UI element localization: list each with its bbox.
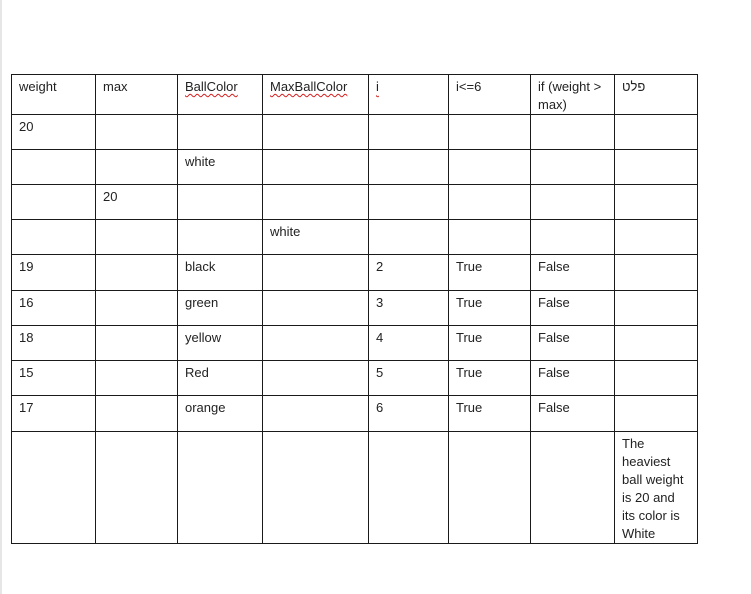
cell-max-ball-color[interactable] <box>263 291 369 326</box>
cell-ball-color[interactable]: black <box>178 255 263 291</box>
cell-i[interactable]: 4 <box>369 326 449 361</box>
cell-condition[interactable] <box>449 115 531 150</box>
cell-condition[interactable] <box>449 185 531 220</box>
table-row <box>12 291 698 326</box>
cell-i[interactable] <box>369 220 449 255</box>
table-row <box>12 396 698 432</box>
cell-max-ball-color[interactable] <box>263 150 369 185</box>
cell-condition[interactable]: True <box>449 291 531 326</box>
cell-if-check[interactable]: False <box>531 291 615 326</box>
cell-if-check[interactable] <box>531 185 615 220</box>
trace-table <box>11 74 698 544</box>
header-weight[interactable]: weight <box>12 75 96 115</box>
cell-i[interactable] <box>369 432 449 544</box>
table-row <box>12 185 698 220</box>
table-row <box>12 432 698 544</box>
cell-weight[interactable]: 18 <box>12 326 96 361</box>
cell-max-ball-color[interactable] <box>263 432 369 544</box>
cell-output[interactable] <box>615 185 698 220</box>
cell-ball-color[interactable] <box>178 115 263 150</box>
cell-max-ball-color[interactable] <box>263 115 369 150</box>
header-output[interactable]: פלט <box>615 75 698 115</box>
cell-max[interactable] <box>96 361 178 396</box>
cell-weight[interactable] <box>12 185 96 220</box>
cell-max-ball-color[interactable] <box>263 326 369 361</box>
cell-if-check[interactable]: False <box>531 396 615 432</box>
cell-ball-color[interactable] <box>178 432 263 544</box>
header-if-check[interactable]: if (weight > max) <box>531 75 615 115</box>
cell-if-check[interactable]: False <box>531 255 615 291</box>
header-ball-color[interactable] <box>178 75 263 115</box>
cell-ball-color[interactable]: green <box>178 291 263 326</box>
table-row <box>12 361 698 396</box>
cell-condition[interactable]: True <box>449 255 531 291</box>
cell-max-ball-color[interactable] <box>263 361 369 396</box>
cell-condition[interactable] <box>449 432 531 544</box>
cell-i[interactable]: 3 <box>369 291 449 326</box>
cell-condition[interactable]: True <box>449 361 531 396</box>
cell-weight[interactable]: 20 <box>12 115 96 150</box>
cell-weight[interactable] <box>12 150 96 185</box>
cell-max[interactable] <box>96 326 178 361</box>
cell-ball-color[interactable]: white <box>178 150 263 185</box>
cell-weight[interactable]: 15 <box>12 361 96 396</box>
cell-ball-color[interactable] <box>178 185 263 220</box>
cell-max-ball-color[interactable]: white <box>263 220 369 255</box>
cell-weight[interactable] <box>12 432 96 544</box>
cell-output[interactable] <box>615 220 698 255</box>
header-i[interactable] <box>369 75 449 115</box>
cell-condition[interactable]: True <box>449 396 531 432</box>
table-row <box>12 255 698 291</box>
cell-output[interactable] <box>615 326 698 361</box>
table-row <box>12 150 698 185</box>
cell-condition[interactable] <box>449 220 531 255</box>
cell-output[interactable] <box>615 396 698 432</box>
cell-max-ball-color[interactable] <box>263 396 369 432</box>
cell-max[interactable]: 20 <box>96 185 178 220</box>
cell-if-check[interactable] <box>531 115 615 150</box>
cell-ball-color[interactable]: orange <box>178 396 263 432</box>
cell-if-check[interactable]: False <box>531 326 615 361</box>
cell-i[interactable]: 6 <box>369 396 449 432</box>
table-row <box>12 220 698 255</box>
cell-weight[interactable]: 19 <box>12 255 96 291</box>
cell-i[interactable]: 2 <box>369 255 449 291</box>
cell-i[interactable]: 5 <box>369 361 449 396</box>
cell-max-ball-color[interactable] <box>263 185 369 220</box>
cell-ball-color[interactable] <box>178 220 263 255</box>
header-ball-color-text: BallColor <box>185 79 238 94</box>
cell-max[interactable] <box>96 255 178 291</box>
page-left-edge <box>0 0 2 594</box>
cell-ball-color[interactable]: yellow <box>178 326 263 361</box>
cell-if-check[interactable]: False <box>531 361 615 396</box>
cell-weight[interactable]: 17 <box>12 396 96 432</box>
cell-max[interactable] <box>96 291 178 326</box>
cell-if-check[interactable] <box>531 432 615 544</box>
header-condition[interactable]: i<=6 <box>449 75 531 115</box>
table-row <box>12 326 698 361</box>
cell-condition[interactable] <box>449 150 531 185</box>
cell-output[interactable] <box>615 291 698 326</box>
header-row <box>12 75 698 115</box>
cell-max[interactable] <box>96 432 178 544</box>
cell-output[interactable] <box>615 255 698 291</box>
header-max-ball-color-text: MaxBallColor <box>270 79 348 94</box>
cell-ball-color[interactable]: Red <box>178 361 263 396</box>
cell-output[interactable] <box>615 150 698 185</box>
header-i-text: i <box>376 79 379 94</box>
header-max[interactable]: max <box>96 75 178 115</box>
cell-max[interactable] <box>96 220 178 255</box>
cell-max[interactable] <box>96 150 178 185</box>
cell-if-check[interactable] <box>531 150 615 185</box>
cell-i[interactable] <box>369 185 449 220</box>
cell-output[interactable] <box>615 115 698 150</box>
cell-if-check[interactable] <box>531 220 615 255</box>
cell-output-result[interactable]: The heaviest ball weight is 20 and its color is White <box>615 432 698 544</box>
cell-weight[interactable]: 16 <box>12 291 96 326</box>
cell-i[interactable] <box>369 150 449 185</box>
cell-output[interactable] <box>615 361 698 396</box>
cell-i[interactable] <box>369 115 449 150</box>
table-row <box>12 115 698 150</box>
cell-max[interactable] <box>96 396 178 432</box>
cell-max-ball-color[interactable] <box>263 255 369 291</box>
header-max-ball-color[interactable] <box>263 75 369 115</box>
cell-max[interactable] <box>96 115 178 150</box>
cell-weight[interactable] <box>12 220 96 255</box>
cell-condition[interactable]: True <box>449 326 531 361</box>
